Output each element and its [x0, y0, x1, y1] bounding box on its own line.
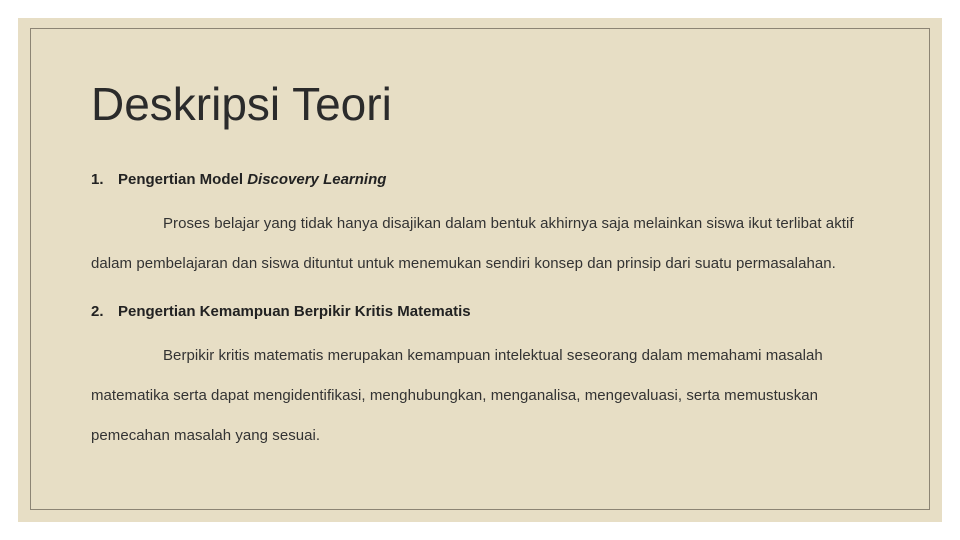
section-paragraph: Berpikir kritis matematis merupakan kemampuan intelektual seseorang dalam memahami masalah matematika serta dapat mengidentifikasi, menghubungkan, menganalisa, mengevaluasi, serta memustuskan pemecahan masalah yang sesuai.	[91, 347, 823, 444]
section-discovery-learning	[91, 168, 881, 284]
slide	[18, 18, 942, 522]
section-heading-text: Pengertian Kemampuan Berpikir Kritis Matematis	[118, 303, 471, 320]
section-heading	[91, 168, 881, 192]
section-paragraph: Proses belajar yang tidak hanya disajikan dalam bentuk akhirnya saja melainkan siswa ikut terlibat aktif dalam pembelajaran dan siswa dituntut untuk menemukan sendiri konsep dan prinsip dari suatu permasalahan.	[91, 215, 854, 272]
section-critical-thinking	[91, 300, 881, 456]
slide-title: Deskripsi Teori	[91, 78, 392, 130]
section-heading-italic: Discovery Learning	[247, 171, 387, 188]
slide-body	[91, 168, 881, 456]
section-number: 2.	[91, 303, 104, 320]
section-heading	[91, 300, 881, 324]
section-number: 1.	[91, 171, 104, 188]
section-heading-text: Pengertian Model	[118, 171, 248, 188]
